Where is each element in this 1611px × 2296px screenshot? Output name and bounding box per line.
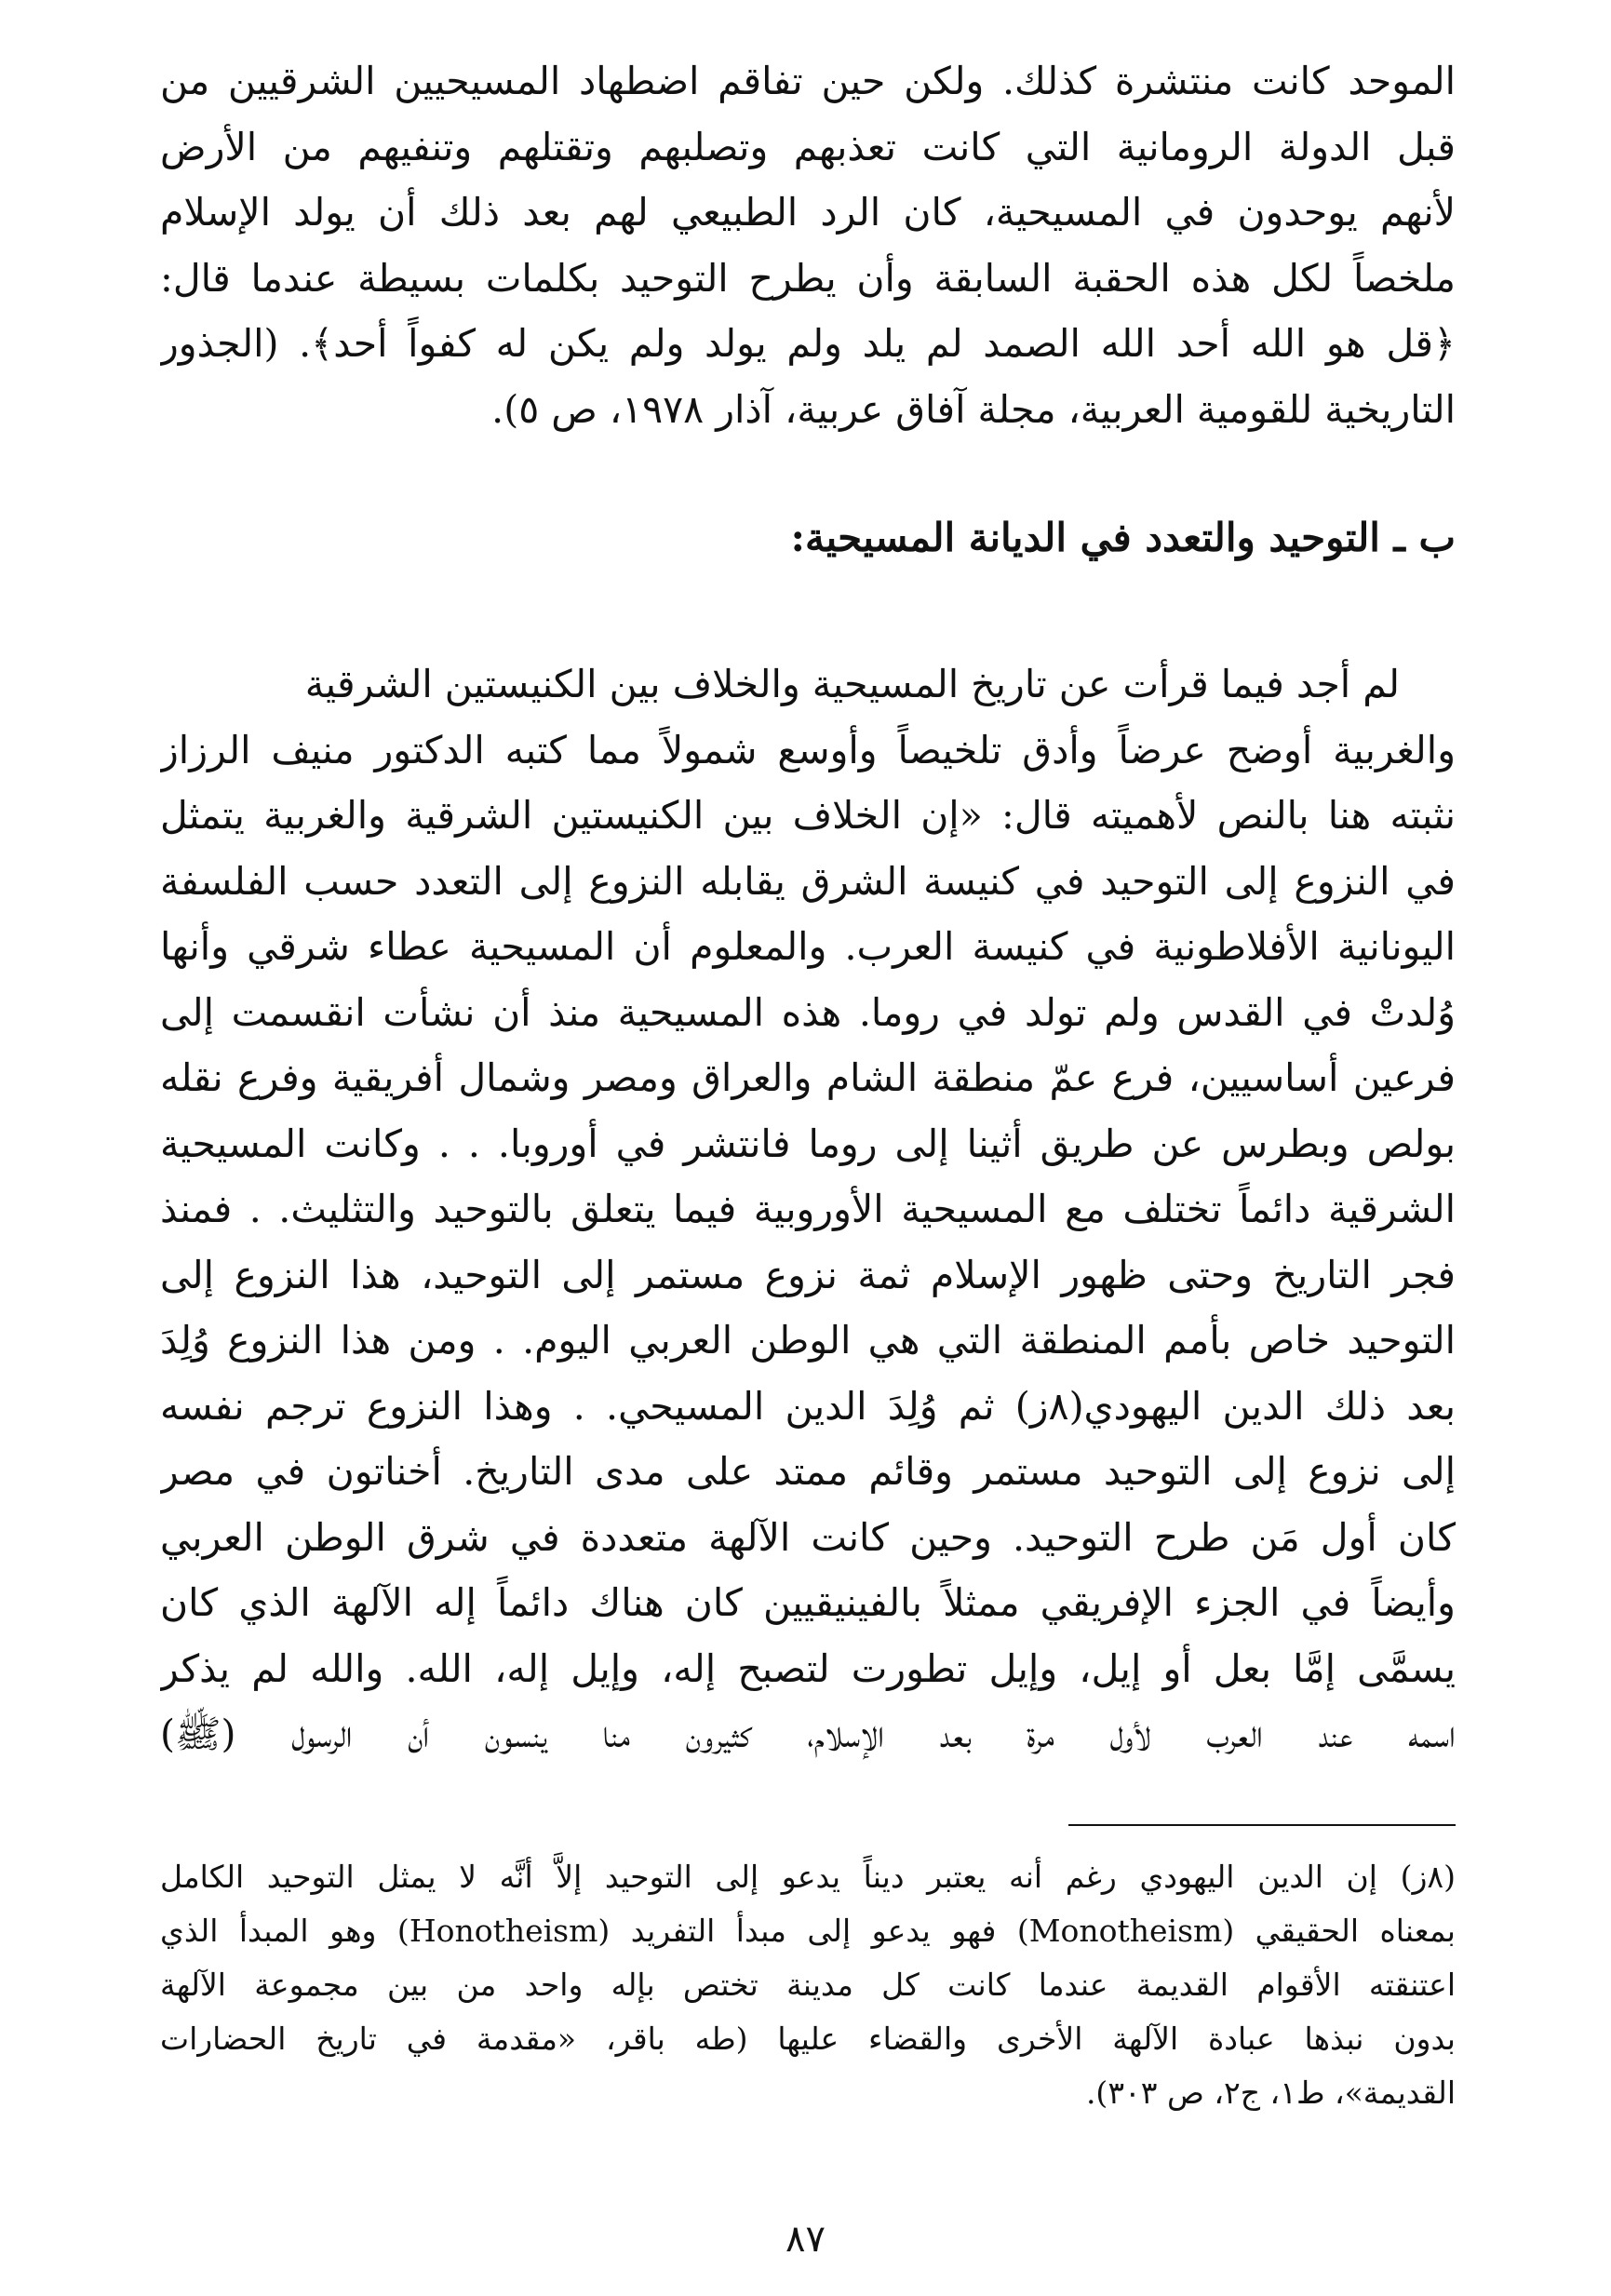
text-line: قبل الدولة الرومانية التي كانت تعذبهم وتصلبهم وتقتلهم وتنفيهم من الأرض [160, 124, 1456, 169]
text-line: لأنهم يوحدون في المسيحية، كان الرد الطبيعي لهم بعد ذلك أن يولد الإسلام [160, 190, 1456, 235]
text-line: يسمَّى إمَّا بعل أو إيل، وإيل تطورت لتصبح إله، وإيل إله، الله. والله لم يذكر [160, 1645, 1456, 1691]
text-line: فجر التاريخ وحتى ظهور الإسلام ثمة نزوع مستمر إلى التوحيد، هذا النزوع إلى [160, 1252, 1456, 1297]
text-line: لم أجد فيما قرأت عن تاريخ المسيحية والخلاف بين الكنيستين الشرقية [304, 662, 1400, 706]
footnote-line: (٨ز) إن الدين اليهودي رغم أنه يعتبر ديناً يدعو إلى التوحيد إلاَّ أنَّه لا يمثل التوحيد الكامل [160, 1859, 1456, 1895]
text-line: والغربية أوضح عرضاً وأدق تلخيصاً وأوسع شمولاً مما كتبه الدكتور منيف الرزاز [160, 727, 1456, 772]
page-number: ٨٧ [785, 2218, 826, 2261]
footnote-line: القديمة»، ط١، ج٢، ص ٣٠٣). [1085, 2074, 1456, 2111]
text-line: الشرقية دائماً تختلف مع المسيحية الأوروبية فيما يتعلق بالتوحيد والتثليث. . فمنذ [160, 1187, 1456, 1231]
section-heading: ب ـ التوحيد والتعدد في الديانة المسيحية: [790, 515, 1456, 560]
text-line: التوحيد خاص بأمم المنطقة التي هي الوطن العربي اليوم. . ومن هذا النزوع وُلِدَ [160, 1318, 1456, 1363]
text-line: التاريخية للقومية العربية، مجلة آفاق عربية، آذار ١٩٧٨، ص ٥). [491, 386, 1456, 432]
text-line: نثبته هنا بالنص لأهميته قال: «إن الخلاف بين الكنيستين الشرقية والغربية يتمثل [160, 793, 1456, 838]
footnote-line: بدون نبذها عبادة الآلهة الأخرى والقضاء عليها (طه باقر، «مقدمة في تاريخ الحضارات [160, 2021, 1456, 2057]
text-line: بولص وبطرس عن طريق أثينا إلى روما فانتشر في أوروبا. . . وكانت المسيحية [160, 1121, 1456, 1166]
footnote-line: اعتنقته الأقوام القديمة عندما كانت كل مدينة تختص بإله واحد من بين مجموعة الآلهة [160, 1967, 1456, 2003]
intro-paragraph [160, 48, 1456, 442]
text-line: ﴿قل هو الله أحد الله الصمد لم يلد ولم يولد ولم يكن له كفواً أحد﴾. (الجذور [160, 321, 1456, 366]
text-line: وُلدتْ في القدس ولم تولد في روما. هذه المسيحية منذ أن نشأت انقسمت إلى [160, 989, 1456, 1035]
text-line: وأيضاً في الجزء الإفريقي ممثلاً بالفينيقيين كان هناك دائماً إله الآلهة الذي كان [160, 1580, 1456, 1625]
footnote-line: بمعناه الحقيقي (Monotheism) فهو يدعو إلى مبدأ التفريد (Honotheism) وهو المبدأ الذي [160, 1913, 1456, 1949]
text-line: في النزوع إلى التوحيد في كنيسة الشرق يقابله النزوع إلى التعدد حسب الفلسفة [160, 858, 1456, 904]
footnote-divider [1068, 1824, 1456, 1826]
text-line: ملخصاً لكل هذه الحقبة السابقة وأن يطرح التوحيد بكلمات بسيطة عندما قال: [160, 255, 1456, 301]
text-line: بعد ذلك الدين اليهودي(٨ز) ثم وُلِدَ الدين المسيحي. . وهذا النزوع ترجم نفسه [160, 1383, 1456, 1429]
text-line: كان أول مَن طرح التوحيد. وحين كانت الآلهة متعددة في شرق الوطن العربي [160, 1514, 1456, 1560]
text-line: الموحد كانت منتشرة كذلك. ولكن حين تفاقم اضطهاد المسيحيين الشرقيين من [160, 59, 1456, 103]
text-line: اليونانية الأفلاطونية في كنيسة العرب. والمعلوم أن المسيحية عطاء شرقي وأنها [160, 924, 1456, 969]
text-line: فرعين أساسيين، فرع عمّ منطقة الشام والعراق ومصر وشمال أفريقية وفرع نقله [160, 1055, 1456, 1100]
footnote [160, 1850, 1456, 2120]
text-line: اسمه عند العرب لأول مرة بعد الإسلام، كثيرون منا ينسون أن الرسول (ﷺ) [160, 1712, 1456, 1756]
main-paragraph [160, 651, 1456, 1767]
text-line: إلى نزوع إلى التوحيد مستمر وقائم ممتد على مدى التاريخ. أخناتون في مصر [160, 1449, 1456, 1494]
